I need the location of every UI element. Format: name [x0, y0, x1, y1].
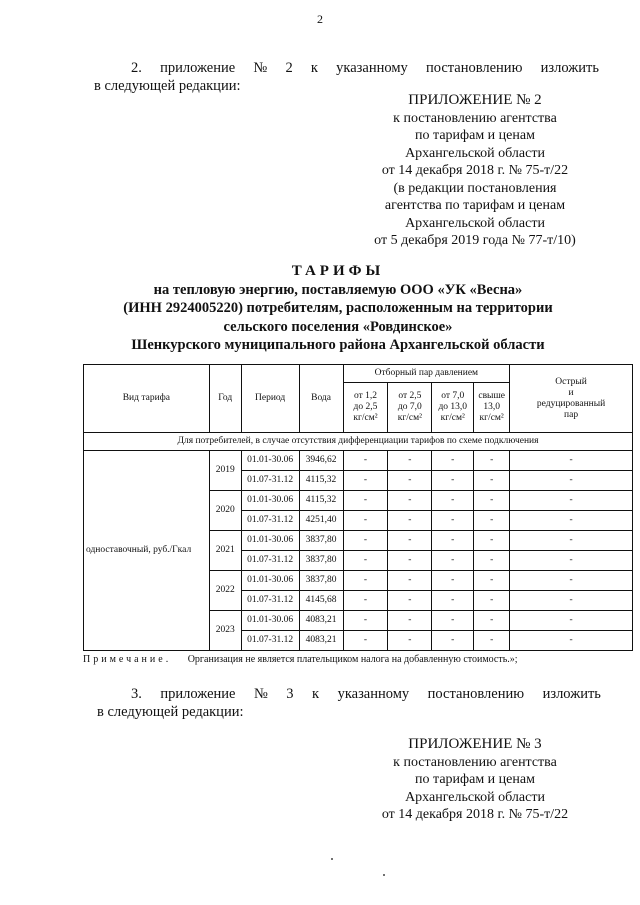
paragraph-3-line-2: в следующей редакции:: [97, 704, 244, 720]
word: 3: [286, 686, 294, 702]
tariff-title: [18, 262, 640, 355]
header-line: от 2,5: [398, 391, 422, 401]
year-cell: 2020: [209, 491, 241, 531]
steam-cell: -: [343, 551, 388, 571]
header-steam-3: [432, 383, 474, 433]
word: к: [312, 686, 320, 702]
word: постановлению: [425, 60, 523, 76]
steam-cell: -: [388, 511, 432, 531]
steam-cell: -: [388, 611, 432, 631]
steam-cell: -: [388, 591, 432, 611]
steam-cell: -: [343, 531, 388, 551]
year-cell: 2019: [209, 451, 241, 491]
steam-cell: -: [388, 451, 432, 471]
steam-cell: -: [432, 631, 474, 651]
period-cell: 01.07-31.12: [241, 511, 299, 531]
note-label: Примечание.: [83, 654, 172, 665]
paragraph-2-line-2: в следующей редакции:: [94, 78, 241, 94]
title-line: (ИНН 2924005220) потребителям, расположенным на территории: [123, 300, 553, 316]
appendix-line: агентства по тарифам и ценам: [384, 198, 566, 213]
steam-cell: -: [343, 591, 388, 611]
header-line: кг/см²: [397, 413, 422, 423]
page-number: 2: [317, 12, 323, 26]
header-line: до 2,5: [353, 402, 378, 412]
sharp-steam-cell: -: [510, 511, 633, 531]
scan-speck: [331, 858, 333, 860]
word: постановлению: [427, 686, 525, 702]
steam-cell: -: [343, 571, 388, 591]
word: 2: [285, 60, 293, 76]
scan-speck: [383, 874, 385, 876]
appendix-line: к постановлению агентства: [393, 754, 557, 770]
period-cell: 01.07-31.12: [241, 631, 299, 651]
period-cell: 01.07-31.12: [241, 591, 299, 611]
word: изложить: [542, 686, 601, 702]
header-line: и: [568, 387, 574, 398]
water-cell: 3837,80: [299, 551, 343, 571]
table-note: [83, 654, 623, 665]
water-cell: 3837,80: [299, 571, 343, 591]
period-cell: 01.07-31.12: [241, 471, 299, 491]
steam-cell: -: [388, 471, 432, 491]
word: №: [253, 60, 268, 76]
header-year: Год: [209, 365, 241, 433]
header-line: свыше: [478, 391, 505, 401]
water-cell: 4115,32: [299, 491, 343, 511]
table-row: [84, 451, 633, 471]
steam-cell: -: [388, 531, 432, 551]
year-cell: 2022: [209, 571, 241, 611]
appendix-line: от 14 декабря 2018 г. № 75-т/22: [381, 163, 569, 178]
header-line: пар: [564, 409, 579, 420]
sharp-steam-cell: -: [510, 551, 633, 571]
year-cell: 2021: [209, 531, 241, 571]
water-cell: 3946,62: [299, 451, 343, 471]
appendix-line: Архангельской области: [405, 789, 545, 805]
header-line: редуцированный: [536, 398, 606, 409]
appendix-line: по тарифам и ценам: [415, 128, 535, 143]
header-line: кг/см²: [353, 413, 378, 423]
steam-cell: -: [388, 491, 432, 511]
steam-cell: -: [343, 471, 388, 491]
water-cell: 3837,80: [299, 531, 343, 551]
appendix-line: от 5 декабря 2019 года № 77-т/10): [374, 233, 576, 248]
paragraph-2-line-1: [131, 59, 599, 78]
paragraph-3-line-1: [131, 685, 601, 704]
period-cell: 01.01-30.06: [241, 451, 299, 471]
word: приложение: [160, 60, 236, 76]
steam-cell: -: [432, 491, 474, 511]
steam-cell: -: [432, 511, 474, 531]
steam-cell: -: [432, 571, 474, 591]
sharp-steam-cell: -: [510, 611, 633, 631]
period-cell: 01.01-30.06: [241, 531, 299, 551]
sharp-steam-cell: -: [510, 471, 633, 491]
appendix-line: (в редакции постановления: [393, 180, 557, 196]
header-steam-group: Отборный пар давлением: [343, 365, 510, 383]
period-cell: 01.01-30.06: [241, 611, 299, 631]
appendix-line: Архангельской области: [405, 215, 545, 231]
steam-cell: -: [432, 531, 474, 551]
sharp-steam-cell: -: [510, 591, 633, 611]
period-cell: 01.01-30.06: [241, 491, 299, 511]
appendix-line: от 14 декабря 2018 г. № 75-т/22: [381, 807, 569, 822]
header-line: до 13,0: [438, 402, 468, 412]
water-cell: 4083,21: [299, 611, 343, 631]
header-line: от 1,2: [353, 391, 377, 401]
appendix-2-block: [330, 92, 620, 250]
word: изложить: [540, 60, 599, 76]
word: 2.: [131, 60, 142, 76]
title-heading: ТАРИФЫ: [291, 263, 385, 279]
sharp-steam-cell: -: [510, 491, 633, 511]
water-cell: 4083,21: [299, 631, 343, 651]
header-line: от 7,0: [441, 391, 465, 401]
word: №: [253, 686, 268, 702]
water-cell: 4251,40: [299, 511, 343, 531]
steam-cell: -: [474, 551, 510, 571]
steam-cell: -: [432, 551, 474, 571]
title-line: Шенкурского муниципального района Архангельской области: [131, 337, 545, 353]
year-cell: 2023: [209, 611, 241, 651]
header-steam-2: [388, 383, 432, 433]
steam-cell: -: [474, 631, 510, 651]
header-period: Период: [241, 365, 299, 433]
steam-cell: -: [474, 611, 510, 631]
header-tariff-type: Вид тарифа: [84, 365, 210, 433]
steam-cell: -: [474, 491, 510, 511]
steam-cell: -: [388, 631, 432, 651]
appendix-line: по тарифам и ценам: [415, 772, 535, 787]
header-line: Острый: [555, 376, 587, 387]
steam-cell: -: [343, 511, 388, 531]
appendix-line: к постановлению агентства: [393, 110, 557, 126]
tariff-type-cell: одноставочный, руб./Гкал: [84, 451, 210, 651]
appendix-2-heading: ПРИЛОЖЕНИЕ № 2: [408, 92, 542, 108]
header-steam-4: [474, 383, 510, 433]
water-cell: 4115,32: [299, 471, 343, 491]
sharp-steam-cell: -: [510, 631, 633, 651]
steam-cell: -: [474, 591, 510, 611]
word: указанному: [337, 686, 410, 702]
sharp-steam-cell: -: [510, 531, 633, 551]
period-cell: 01.07-31.12: [241, 551, 299, 571]
sharp-steam-cell: -: [510, 451, 633, 471]
appendix-line: Архангельской области: [405, 145, 545, 161]
steam-cell: -: [432, 451, 474, 471]
note-text: Организация не является плательщиком налога на добавленную стоимость.»;: [187, 654, 518, 665]
steam-cell: -: [343, 451, 388, 471]
title-line: на тепловую энергию, поставляемую ООО «УК «Весна»: [153, 281, 523, 298]
header-line: 13,0: [483, 402, 500, 412]
steam-cell: -: [432, 611, 474, 631]
header-sharp-steam: [510, 365, 633, 433]
title-line: сельского поселения «Ровдинское»: [223, 318, 453, 335]
steam-cell: -: [388, 571, 432, 591]
word: 3.: [131, 686, 142, 702]
header-line: до 7,0: [397, 402, 422, 412]
steam-cell: -: [432, 591, 474, 611]
tariff-table: [83, 364, 633, 651]
steam-cell: -: [474, 471, 510, 491]
appendix-3-block: [330, 736, 620, 824]
steam-cell: -: [343, 631, 388, 651]
water-cell: 4145,68: [299, 591, 343, 611]
steam-cell: -: [388, 551, 432, 571]
header-line: кг/см²: [440, 413, 465, 423]
steam-cell: -: [432, 471, 474, 491]
period-cell: 01.01-30.06: [241, 571, 299, 591]
sharp-steam-cell: -: [510, 571, 633, 591]
steam-cell: -: [474, 511, 510, 531]
steam-cell: -: [343, 611, 388, 631]
header-line: кг/см²: [479, 413, 504, 423]
steam-cell: -: [474, 571, 510, 591]
header-water: Вода: [299, 365, 343, 433]
steam-cell: -: [343, 491, 388, 511]
table-subheader: Для потребителей, в случае отсутствия дифференциации тарифов по схеме подключения: [84, 433, 633, 451]
word: указанному: [336, 60, 408, 76]
word: приложение: [160, 686, 236, 702]
steam-cell: -: [474, 531, 510, 551]
steam-cell: -: [474, 451, 510, 471]
appendix-3-heading: ПРИЛОЖЕНИЕ № 3: [408, 736, 542, 752]
header-steam-1: [343, 383, 388, 433]
word: к: [310, 60, 318, 76]
